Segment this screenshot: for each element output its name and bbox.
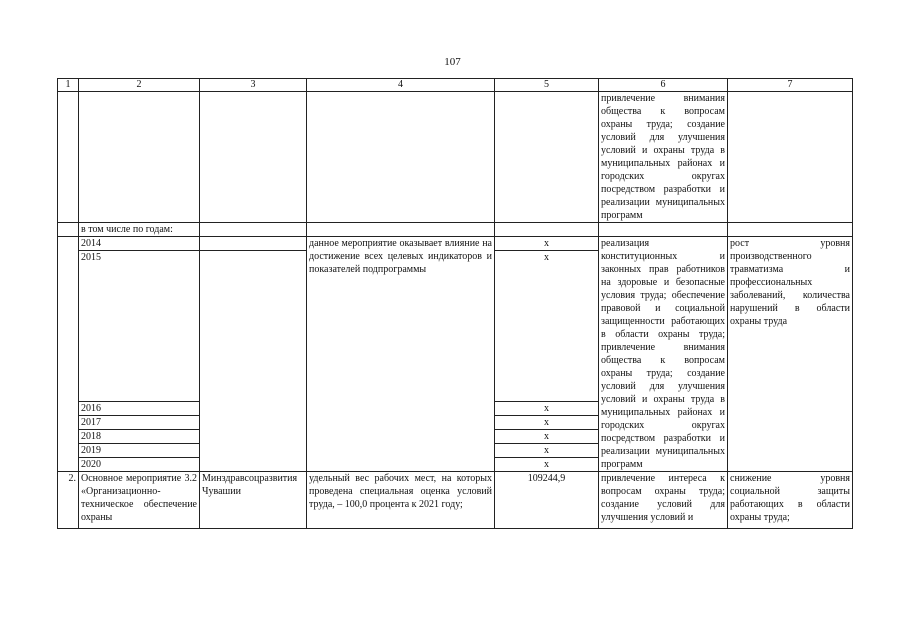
table-row-continuation — [58, 92, 853, 223]
funding-amount-cell: 109244,9 — [495, 472, 599, 529]
year-mark: x — [495, 402, 599, 416]
expected-results-cell: привлечение интереса к вопросам охраны труда; создание условий для улучшения условий и — [599, 472, 728, 529]
column-header-1: 1 — [58, 79, 79, 92]
column-header-3: 3 — [200, 79, 307, 92]
years-label: в том числе по годам: — [79, 223, 200, 237]
year-mark: x — [495, 237, 599, 251]
year-mark: x — [495, 251, 599, 402]
expected-results-cell: привлечение внимания общества к вопросам охраны труда; создание условий для улучшения условий и охраны труда в муниципальных районах и городских округах посредством разработки и реализации муниципальных программ — [599, 92, 728, 223]
risk-cell: снижение уровня социальной защиты работающих в области охраны труда; — [728, 472, 853, 529]
year-cell: 2016 — [79, 402, 200, 416]
table-row-years-label — [58, 223, 853, 237]
measure-impact-cell: данное мероприятие оказывает влияние на достижение всех целевых индикаторов и показателей подпрограммы — [307, 237, 495, 472]
risk-cell: рост уровня производственного травматизма и профессиональных заболеваний, количества нарушений в области охраны труда — [728, 237, 853, 472]
row-number: 2. — [58, 472, 79, 529]
expected-results-cell: реализация конституционных и законных прав работников на здоровые и безопасные условия труда; обеспечение правовой и социальной защищенности работающих в области охраны труда; привлечение внимания общества к вопросам охраны труда; создание условий для улучшения условий и охраны труда в муниципальных районах и городских округах посредством разработки и реализации муниципальных программ — [599, 237, 728, 472]
year-cell: 2017 — [79, 416, 200, 430]
table-row-year — [58, 237, 853, 251]
year-cell: 2014 — [79, 237, 200, 251]
year-mark: x — [495, 430, 599, 444]
column-header-4: 4 — [307, 79, 495, 92]
column-header-7: 7 — [728, 79, 853, 92]
year-cell: 2019 — [79, 444, 200, 458]
year-mark: x — [495, 444, 599, 458]
page-number: 107 — [444, 56, 461, 68]
column-number-header-row — [58, 79, 853, 92]
column-header-2: 2 — [79, 79, 200, 92]
program-measures-table — [57, 78, 853, 529]
year-cell: 2018 — [79, 430, 200, 444]
indicator-cell: удельный вес рабочих мест, на которых проведена специальная оценка условий труда, – 100,0 процента к 2021 году; — [307, 472, 495, 529]
measure-name-cell: Основное мероприятие 3.2 «Организационно-техническое обеспечение охраны — [79, 472, 200, 529]
table-row-measure-3-2 — [58, 472, 853, 529]
year-mark: x — [495, 416, 599, 430]
column-header-6: 6 — [599, 79, 728, 92]
year-cell: 2015 — [79, 251, 200, 402]
responsible-executor-cell: Минздравсоцразвития Чувашии — [200, 472, 307, 529]
year-mark: x — [495, 458, 599, 472]
column-header-5: 5 — [495, 79, 599, 92]
year-cell: 2020 — [79, 458, 200, 472]
